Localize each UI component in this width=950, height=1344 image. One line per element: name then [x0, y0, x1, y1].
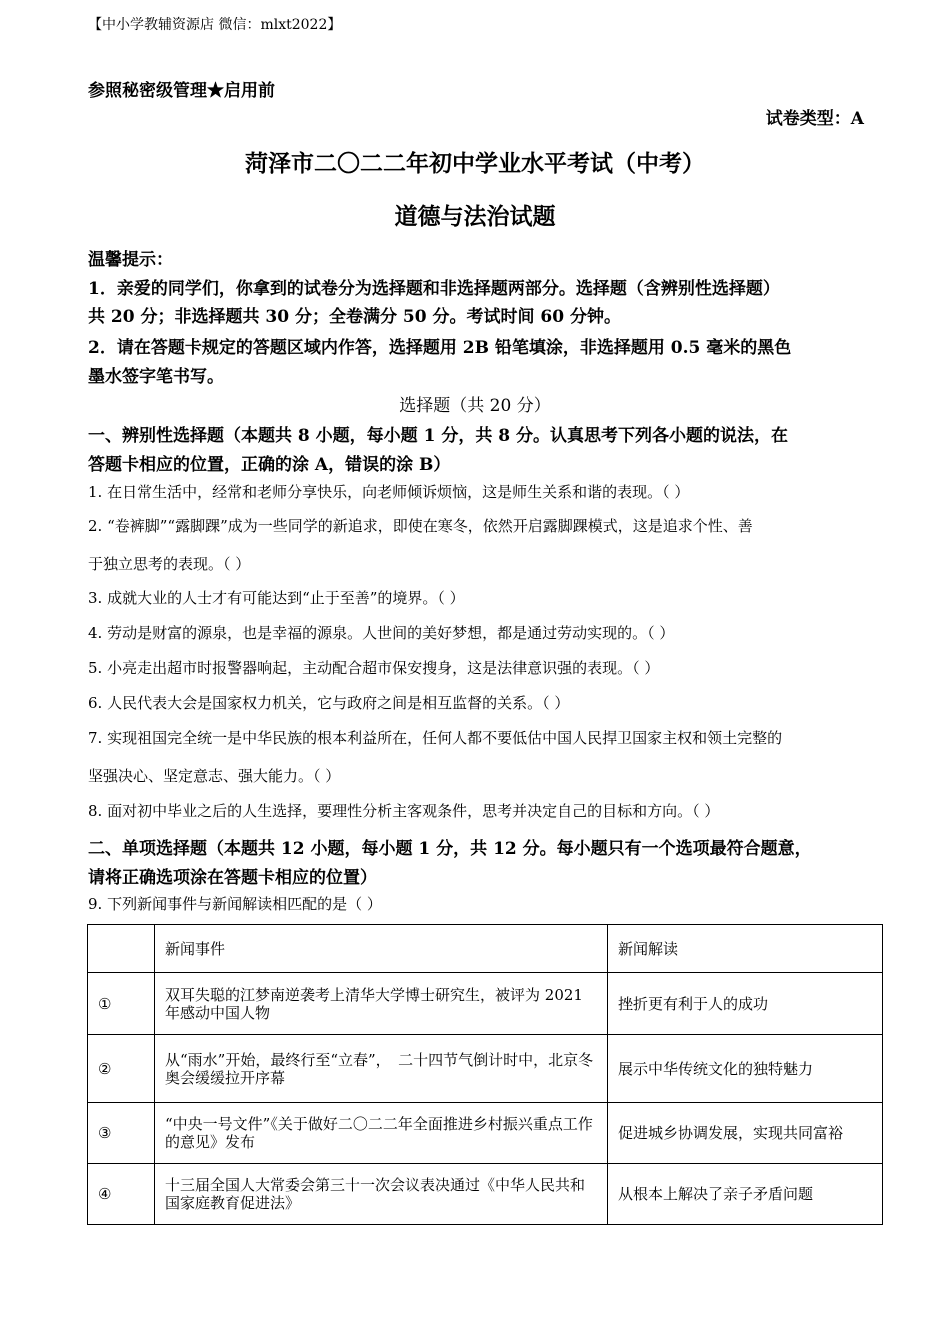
question-3: 3. 成就大业的人士才有可能达到“止于至善”的境界。（ ） [88, 589, 465, 607]
row-number: ① [88, 973, 155, 1035]
exam-subtitle: 道德与法治试题 [394, 203, 556, 230]
news-event: 十三届全国人大常委会第三十一次会议表决通过《中华人民共和国家庭教育促进法》 [155, 1164, 608, 1225]
question-6: 6. 人民代表大会是国家权力机关，它与政府之间是相互监督的关系。（ ） [88, 694, 570, 712]
table-row [88, 1103, 883, 1164]
table-row [88, 973, 883, 1035]
question-5: 5. 小亮走出超市时报警器响起，主动配合超市保安搜身，这是法律意识强的表现。（ ） [88, 659, 660, 677]
news-reading: 从根本上解决了亲子矛盾问题 [608, 1164, 883, 1225]
question-7-line-1: 7. 实现祖国完全统一是中华民族的根本利益所在，任何人都不要低估中国人民捍卫国家主权和领土完整的 [88, 729, 783, 747]
paper-type: 试卷类型：A [765, 109, 864, 129]
choice-title: 选择题（共 20 分） [399, 396, 551, 416]
section-1-heading-line-2: 答题卡相应的位置，正确的涂 A，错误的涂 B） [88, 455, 451, 475]
question-2-line-2: 于独立思考的表现。（ ） [88, 555, 251, 573]
news-event: 双耳失聪的江梦南逆袭考上清华大学博士研究生，被评为 2021 年感动中国人物 [155, 973, 608, 1035]
tip-1-line-2: 共 20 分；非选择题共 30 分；全卷满分 50 分。考试时间 60 分钟。 [88, 307, 621, 327]
question-1: 1. 在日常生活中，经常和老师分享快乐，向老师倾诉烦恼，这是师生关系和谐的表现。（ ） [88, 483, 690, 501]
table-header-row [88, 925, 883, 973]
news-event: 从“雨水”开始，最终行至“立春”， 二十四节气倒计时中，北京冬奥会缓缓拉开序幕 [155, 1035, 608, 1103]
header-event-cell: 新闻事件 [155, 925, 608, 973]
news-reading: 挫折更有利于人的成功 [608, 973, 883, 1035]
question-2-line-1: 2. “卷裤脚”“露脚踝”成为一些同学的新追求，即使在寒冬，依然开启露脚踝模式，这是追求个性、善 [88, 517, 753, 535]
section-2-heading-line-1: 二、单项选择题（本题共 12 小题，每小题 1 分，共 12 分。每小题只有一个选项最符合题意， [88, 839, 812, 859]
row-number: ④ [88, 1164, 155, 1225]
section-1-heading-line-1: 一、辨别性选择题（本题共 8 小题，每小题 1 分，共 8 分。认真思考下列各小题的说法，在 [88, 426, 788, 446]
table-row [88, 1035, 883, 1103]
tip-1-line-1: 1．亲爱的同学们，你拿到的试卷分为选择题和非选择题两部分。选择题（含辨别性选择题） [88, 279, 780, 299]
question-7-line-2: 坚强决心、坚定意志、强大能力。（ ） [88, 767, 341, 785]
news-reading: 展示中华传统文化的独特魅力 [608, 1035, 883, 1103]
news-reading: 促进城乡协调发展，实现共同富裕 [608, 1103, 883, 1164]
secrecy-label: 参照秘密级管理★启用前 [88, 81, 275, 101]
page-header: 【中小学教辅资源店 微信：mlxt2022】 [88, 17, 342, 33]
row-number: ② [88, 1035, 155, 1103]
header-reading-cell: 新闻解读 [608, 925, 883, 973]
news-event: “中央一号文件”《关于做好二〇二二年全面推进乡村振兴重点工作的意见》发布 [155, 1103, 608, 1164]
exam-title: 菏泽市二〇二二年初中学业水平考试（中考） [245, 150, 705, 177]
tip-2-line-1: 2．请在答题卡规定的答题区域内作答，选择题用 2B 铅笔填涂，非选择题用 0.5 毫米的黑色 [88, 338, 792, 358]
row-number: ③ [88, 1103, 155, 1164]
news-table [87, 924, 883, 1225]
tips-heading: 温馨提示： [88, 250, 173, 270]
question-4: 4. 劳动是财富的源泉，也是幸福的源泉。人世间的美好梦想，都是通过劳动实现的。（ ） [88, 624, 675, 642]
header-blank-cell [88, 925, 155, 973]
tip-2-line-2: 墨水签字笔书写。 [88, 367, 224, 387]
question-8: 8. 面对初中毕业之后的人生选择，要理性分析主客观条件，思考并决定自己的目标和方向。（ ） [88, 802, 720, 820]
table-row [88, 1164, 883, 1225]
section-2-heading-line-2: 请将正确选项涂在答题卡相应的位置） [88, 868, 377, 888]
question-9: 9. 下列新闻事件与新闻解读相匹配的是（ ） [88, 895, 382, 913]
